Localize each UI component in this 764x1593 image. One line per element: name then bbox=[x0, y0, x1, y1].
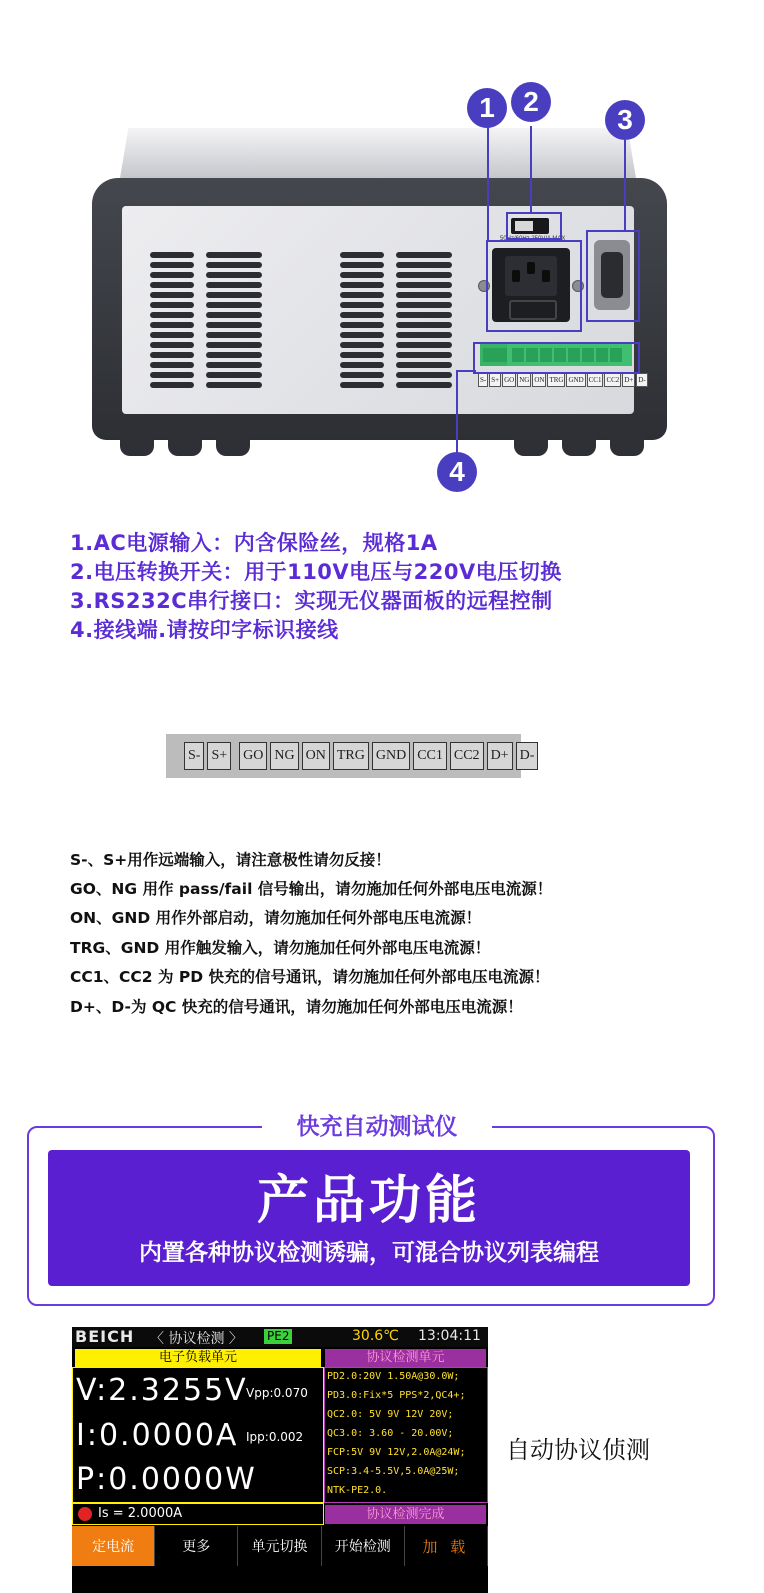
callout-line-4 bbox=[456, 370, 458, 454]
warning-on-gnd: ON、GND 用作外部启动，请勿施加任何外部电压电流源！ bbox=[70, 909, 482, 927]
warning-dplus-dminus: D+、D-为 QC 快充的信号通讯，请勿施加任何外部电压电流源！ bbox=[70, 998, 523, 1016]
feature-banner-title: 产品功能 bbox=[256, 1171, 481, 1231]
auto-detect-caption: 自动协议侦测 bbox=[506, 1436, 650, 1464]
terminal-label: GND bbox=[372, 742, 410, 770]
terminal-label: S+ bbox=[489, 373, 501, 387]
terminal-label: D- bbox=[516, 742, 539, 770]
note-rs232: 3.RS232C串行接口：实现无仪器面板的远程控制 bbox=[70, 589, 553, 613]
terminal-label: D+ bbox=[622, 373, 635, 387]
callout-marker-1: 1 bbox=[467, 88, 507, 128]
ipp-readout: Ipp:0.002 bbox=[246, 1430, 304, 1444]
callout-marker-4: 4 bbox=[437, 452, 477, 492]
device-foot bbox=[514, 426, 548, 456]
softkey-start-detect[interactable]: 开始检测 bbox=[322, 1526, 405, 1566]
device-foot bbox=[168, 426, 202, 456]
terminal-label: CC2 bbox=[450, 742, 484, 770]
callout-line-1 bbox=[487, 126, 489, 240]
clock-readout: 13:04:11 bbox=[418, 1328, 481, 1344]
protocol-line: QC2.0: 5V 9V 12V 20V; bbox=[327, 1409, 454, 1420]
callout-line-4-h bbox=[456, 370, 476, 372]
load-unit-header: 电子负载单元 bbox=[75, 1349, 321, 1367]
screen-nav-title: 〈 协议检测 〉 bbox=[150, 1331, 243, 1347]
note-terminals: 4.接线端.请按印字标识接线 bbox=[70, 618, 339, 642]
protocol-status: 协议检测完成 bbox=[325, 1505, 486, 1524]
brand-logo: BEICH bbox=[75, 1327, 135, 1346]
terminal-label: NG bbox=[517, 373, 531, 387]
terminal-label: GND bbox=[566, 373, 585, 387]
vpp-readout: Vpp:0.070 bbox=[246, 1386, 308, 1400]
terminal-label: CC2 bbox=[604, 373, 621, 387]
vent-right bbox=[340, 252, 452, 388]
warning-go-ng: GO、NG 用作 pass/fail 信号输出，请勿施加任何外部电压电流源！ bbox=[70, 880, 553, 898]
protocol-line: FCP:5V 9V 12V,2.0A@24W; bbox=[327, 1447, 466, 1458]
terminal-label: NG bbox=[270, 742, 298, 770]
softkey-load[interactable]: 加 载 bbox=[405, 1526, 488, 1566]
temperature-readout: 30.6℃ bbox=[352, 1328, 399, 1344]
setpoint-edit-icon bbox=[78, 1507, 92, 1521]
device-foot bbox=[216, 426, 250, 456]
protocol-line: QC3.0: 3.60 - 20.00V; bbox=[327, 1428, 454, 1439]
terminal-label: TRG bbox=[547, 373, 565, 387]
mode-badge: PE2 bbox=[264, 1329, 292, 1344]
device-foot bbox=[562, 426, 596, 456]
terminal-label: D- bbox=[636, 373, 647, 387]
callout-line-3 bbox=[624, 140, 626, 230]
note-ac-input: 1.AC电源输入：内含保险丝，规格1A bbox=[70, 531, 438, 555]
terminal-label: ON bbox=[532, 373, 546, 387]
softkey-constant-current[interactable]: 定电流 bbox=[72, 1526, 155, 1566]
switch-rating-label: 50Hz/60Hz 250V/A MAX bbox=[500, 236, 566, 242]
terminal-label: ON bbox=[302, 742, 330, 770]
softkey-bar bbox=[72, 1526, 488, 1566]
callout-box-4 bbox=[473, 342, 640, 374]
power-readout: P:0.0000W bbox=[76, 1462, 257, 1497]
vent-left bbox=[150, 252, 262, 388]
callout-marker-2: 2 bbox=[511, 82, 551, 122]
device-foot bbox=[120, 426, 154, 456]
protocol-unit-header: 协议检测单元 bbox=[325, 1349, 486, 1367]
terminal-label-strip-small bbox=[478, 373, 649, 387]
terminal-label: CC1 bbox=[587, 373, 604, 387]
feature-frame-title: 快充自动测试仪 bbox=[296, 1114, 458, 1140]
protocol-line: PD3.0:Fix*5 PPS*2,QC4+; bbox=[327, 1390, 466, 1401]
callout-marker-3: 3 bbox=[605, 100, 645, 140]
terminal-label: S- bbox=[478, 373, 488, 387]
terminal-label-strip bbox=[166, 734, 535, 778]
softkey-switch-unit[interactable]: 单元切换 bbox=[238, 1526, 321, 1566]
callout-line-2 bbox=[530, 126, 532, 212]
terminal-label: D+ bbox=[487, 742, 513, 770]
warning-sense: S-、S+用作远端输入，请注意极性请勿反接！ bbox=[70, 851, 391, 869]
protocol-line: NTK-PE2.0. bbox=[327, 1485, 388, 1496]
warning-cc: CC1、CC2 为 PD 快充的信号通讯，请勿施加任何外部电压电流源！ bbox=[70, 968, 550, 986]
terminal-label: GO bbox=[239, 742, 267, 770]
callout-box-1 bbox=[486, 240, 582, 332]
voltage-readout: V:2.3255V bbox=[76, 1373, 248, 1408]
terminal-label: S- bbox=[184, 742, 204, 770]
device-foot bbox=[610, 426, 644, 456]
protocol-line: SCP:3.4-5.5V,5.0A@25W; bbox=[327, 1466, 460, 1477]
current-readout: I:0.0000A bbox=[76, 1418, 239, 1453]
feature-banner-subtitle: 内置各种协议检测诱骗，可混合协议列表编程 bbox=[139, 1240, 599, 1266]
callout-box-3 bbox=[586, 230, 640, 322]
warning-trg-gnd: TRG、GND 用作触发输入，请勿施加任何外部电压电流源！ bbox=[70, 939, 491, 957]
terminal-label: TRG bbox=[333, 742, 369, 770]
callout-box-2 bbox=[506, 212, 562, 240]
terminal-label: S+ bbox=[207, 742, 231, 770]
terminal-label: GO bbox=[502, 373, 516, 387]
note-voltage-switch: 2.电压转换开关：用于110V电压与220V电压切换 bbox=[70, 560, 562, 584]
softkey-more[interactable]: 更多 bbox=[155, 1526, 238, 1566]
setpoint-value: Is = 2.0000A bbox=[98, 1506, 183, 1521]
terminal-label: CC1 bbox=[413, 742, 447, 770]
protocol-line: PD2.0:20V 1.50A@30.0W; bbox=[327, 1371, 460, 1382]
